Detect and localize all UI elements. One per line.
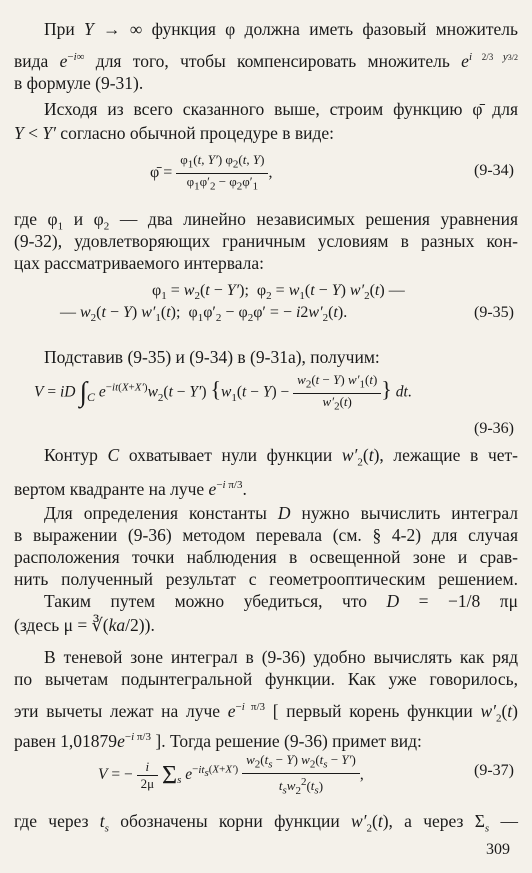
text-line: Y < Y′ согласно обычной процедуре в виде:: [14, 123, 335, 143]
text-line: в выражении (9-36) методом перевала (см. § 4-2) для случая: [14, 525, 518, 545]
equation-number: (9-36): [474, 420, 514, 437]
text-line: В теневой зоне интеграл в (9-36) удобно вычислять как ряд: [44, 647, 518, 667]
equation-9-37: V = − $\frac{i}{2\mu}$ $\Sigma_s$ $e^{-it_s(X+X')}$ $\frac{w_2(t_s - Y) w_2(t_s - Y')}{t_sw_2^2(t_s)}$ ,: [98, 752, 364, 797]
text-line: Для определения константы D нужно вычислить интеграл: [44, 503, 519, 523]
text-line: (9-32), удовлетворяющих граничным условиям в разных кон-: [14, 231, 518, 251]
text-line: Таким путем можно убедиться, что D = −1/8 πμ: [44, 591, 518, 611]
text-line: Контур C охватывает нули функции $w'_2(t)$, лежащие в чет-: [44, 445, 518, 469]
text-line: в формуле (9-31).: [14, 73, 144, 93]
text-line: Подставив (9-35) и (9-34) в (9-31а), получим:: [44, 347, 380, 367]
text-line: цах рассматриваемого интервала:: [14, 253, 265, 273]
equation-9-34: φ̄ = $\frac{\varphi_1(t, Y') \varphi_2(t, Y)}{\varphi_1\varphi'_2 - \varphi_2\varphi'_1}$ ,: [150, 152, 273, 193]
equation-number: (9-35): [474, 304, 514, 321]
text-line: расположения точки наблюдения в освещенной зоне и срав-: [14, 547, 518, 567]
equation-number: (9-34): [474, 162, 514, 179]
equation-9-35a: $\varphi_1 = w_2(t - Y')$; $\varphi_2 = w_1(t - Y)$ $w'_2(t)$ —: [152, 282, 405, 303]
text-line: вида $e^{-i\infty}$ для того, чтобы компенсировать множитель $e^{i 2/3 y3/2}$: [14, 50, 518, 71]
text-line: Исходя из всего сказанного выше, строим функцию φ̄ для: [44, 99, 518, 119]
text-line: При Y → ∞ функция φ должна иметь фазовый множитель: [44, 19, 519, 39]
equation-9-35b: — $w_2(t - Y)$ $w'_1(t)$; $\varphi_1\varphi'_2 - \varphi_2\varphi'$ = − $i2w'_2(t)$.: [60, 304, 348, 325]
text-line: эти вычеты лежат на луче $e^{-i \pi/3}$ [ первый корень функции $w'_2(t)$: [14, 700, 518, 725]
page-number: 309: [486, 841, 510, 858]
text-line: по вычетам подынтегральной функции. Как уже говорилось,: [14, 669, 518, 689]
equation-number: (9-37): [474, 762, 514, 779]
text-line: равен $1,01879e^{-i \pi/3}$ ]. Тогда решение (9-36) примет вид:: [14, 730, 422, 751]
text-line: где $\varphi_1$ и $\varphi_2$ — два линейно независимых решения уравнения: [14, 209, 518, 233]
text-line: где через $t_s$ обозначены корни функции $w'_2(t)$, а через $\Sigma_s$ —: [14, 811, 518, 835]
text-line: вертом квадранте на луче $e^{-i \pi/3}$.: [14, 478, 247, 499]
text-line: (здесь μ = ∛(ka/2)).: [14, 615, 155, 635]
text-line: нить полученный результат с геометрооптическим решением.: [14, 569, 518, 589]
equation-9-36: V = iD $\int_C$ $e^{-it(X+X')}w_2(t - Y') \{w_1(t - Y)$ − $\frac{w_2(t - Y) w'_1(t)}{w'_2(t)}$ } dt.: [34, 372, 412, 413]
